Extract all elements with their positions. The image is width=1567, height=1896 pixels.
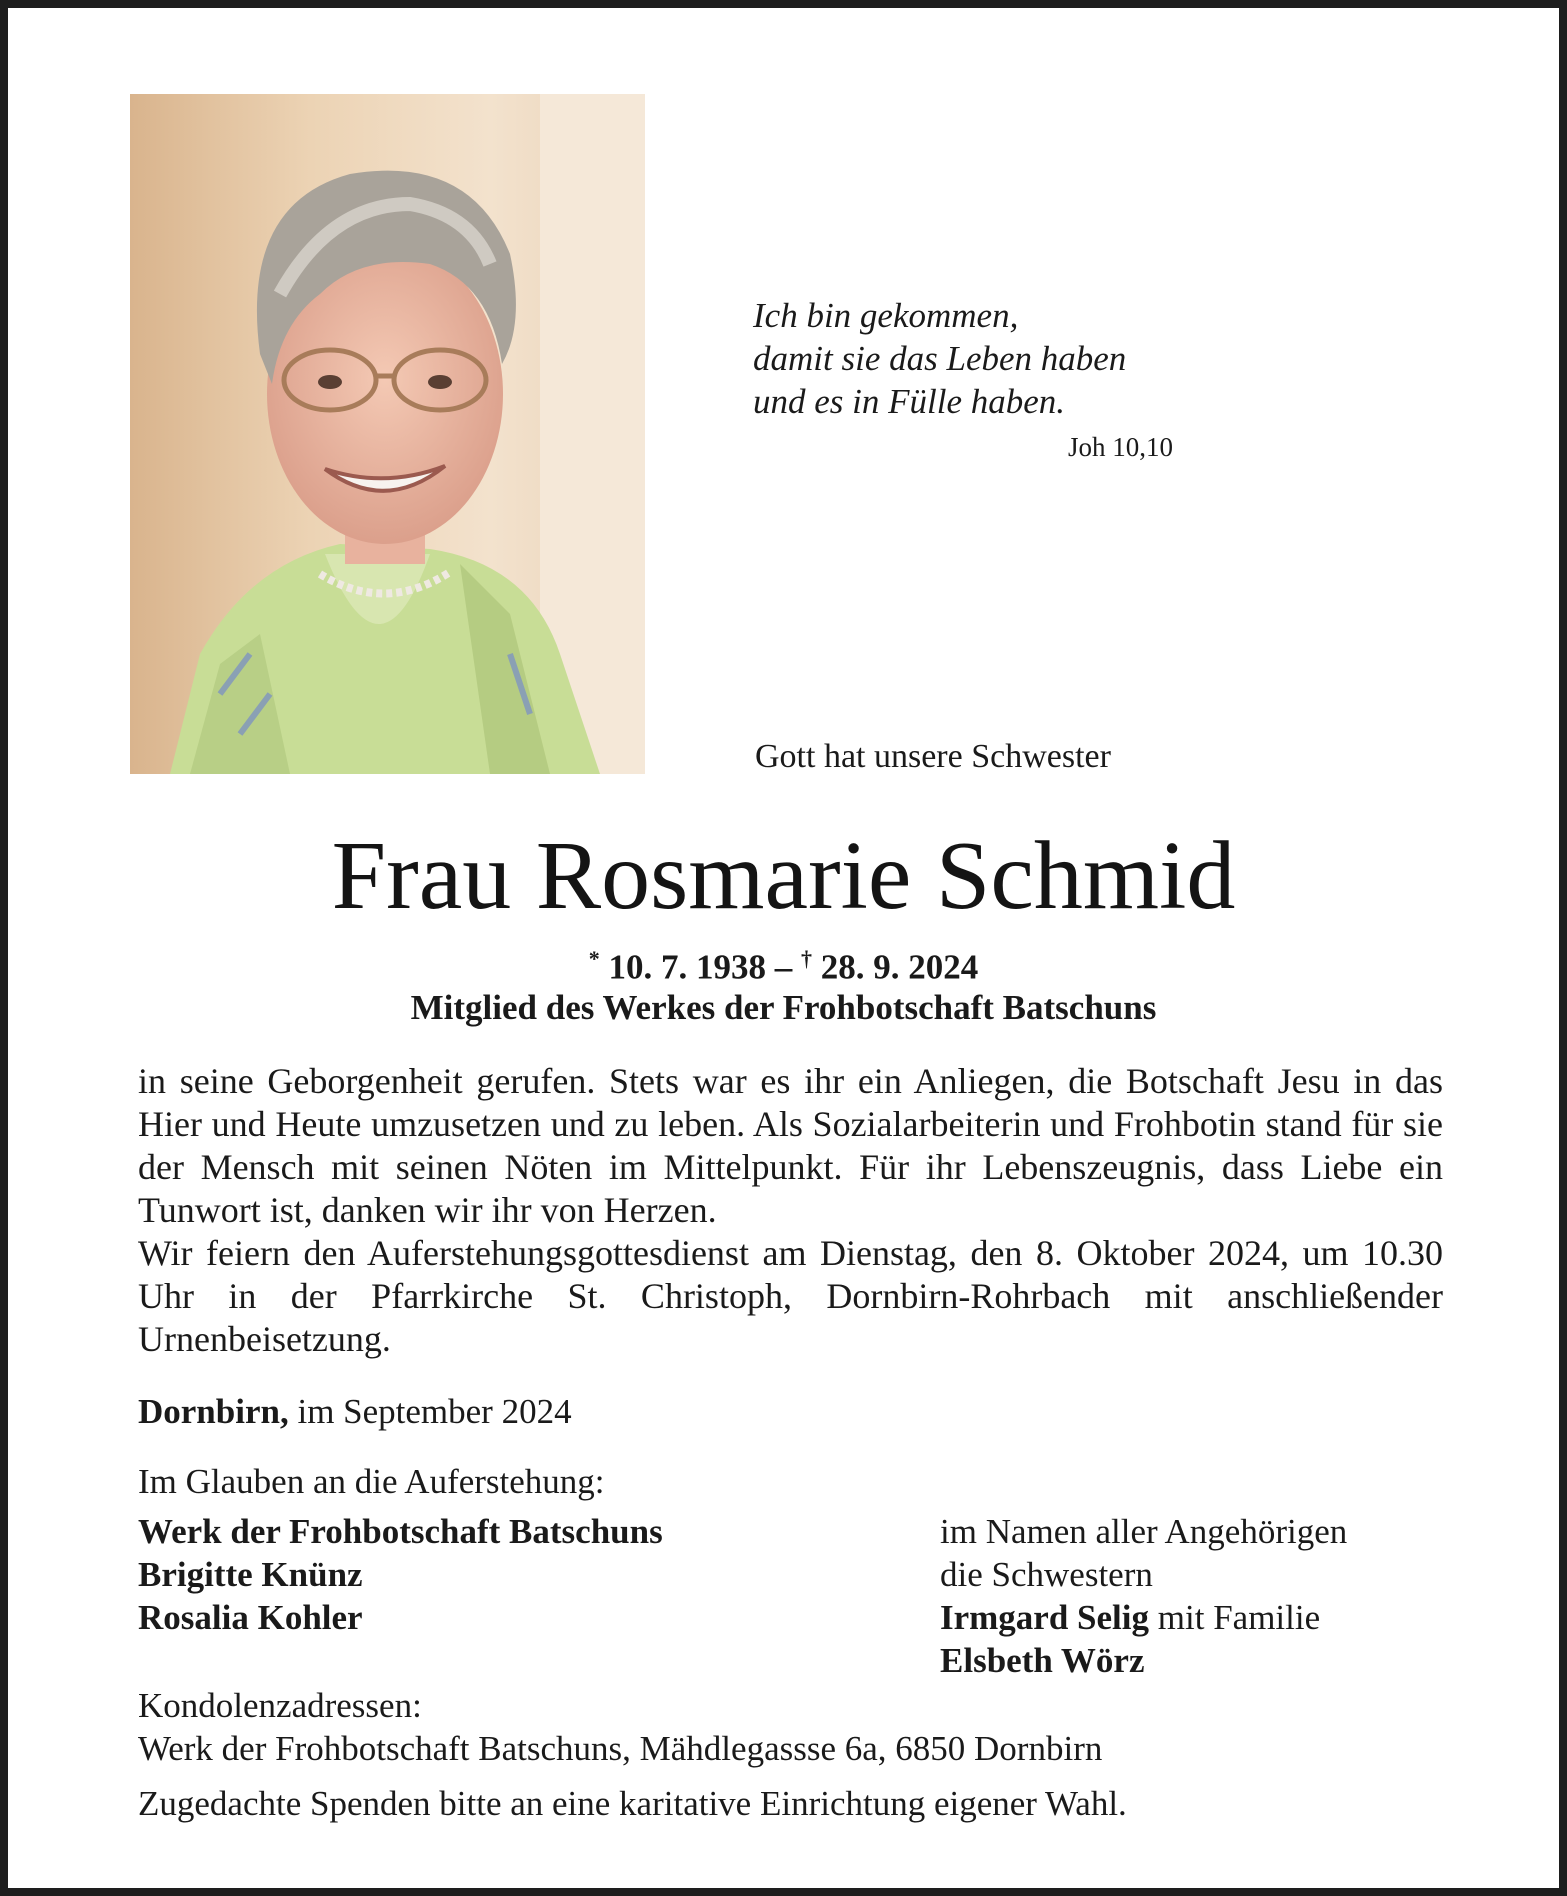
signatures-right <box>940 1510 1347 1682</box>
date-separator: – <box>774 947 793 987</box>
condolence-address-line: Werk der Frohbotschaft Batschuns, Mähdlegassse 6a, 6850 Dornbirn <box>138 1729 1103 1768</box>
membership: Mitglied des Werkes der Frohbotschaft Batschuns <box>410 988 1157 1027</box>
bible-verse <box>753 294 1223 423</box>
signature-line: die Schwestern <box>940 1555 1153 1594</box>
life-dates <box>8 946 1559 988</box>
signature-name: Werk der Frohbotschaft Batschuns <box>138 1512 663 1551</box>
deceased-name: Frau Rosmarie Schmid <box>331 822 1236 930</box>
place-city: Dornbirn, <box>138 1392 289 1431</box>
verse-reference: Joh 10,10 <box>1068 432 1174 462</box>
intro-text: Gott hat unsere Schwester <box>755 738 1111 775</box>
signature-name: Rosalia Kohler <box>138 1598 363 1637</box>
death-mark: † <box>801 946 812 971</box>
signatures-left <box>138 1510 663 1639</box>
place-month: im September 2024 <box>297 1392 572 1431</box>
death-date: 28. 9. 2024 <box>820 947 979 987</box>
verse-line: und es in Fülle haben. <box>753 382 1066 421</box>
body-paragraph: Wir feiern den Auferstehungsgottesdienst am Dienstag, den 8. Oktober 2024, um 10.30 Uhr in der Pfarrkirche St. Christoph, Dornbirn-Rohrbach mit anschließender Urnenbeisetzung. <box>138 1233 1443 1359</box>
signature-name: Brigitte Knünz <box>138 1555 363 1594</box>
verse-line: damit sie das Leben haben <box>753 339 1127 378</box>
donations-note: Zugedachte Spenden bitte an eine karitative Einrichtung eigener Wahl. <box>138 1784 1127 1823</box>
place-date <box>138 1392 572 1432</box>
signature-name: Irmgard Selig <box>940 1598 1150 1637</box>
signature-line: im Namen aller Angehörigen <box>940 1512 1348 1551</box>
condolence-label: Kondolenzadressen: <box>138 1686 422 1725</box>
condolence-address <box>138 1684 1102 1770</box>
birth-date: 10. 7. 1938 <box>608 947 766 987</box>
signature-suffix: mit Familie <box>1149 1598 1321 1637</box>
body-paragraph: in seine Geborgenheit gerufen. Stets war es ihr ein Anliegen, die Botschaft Jesu in das Hier und Heute umzusetzen und zu leben. Als Sozialarbeiterin und Frohbotin stand für sie der Mensch mit seinen Nöten im Mittelpunkt. Für ihr Lebenszeugnis, dass Liebe ein Tunwort ist, danken wir ihr von Herzen. <box>138 1061 1443 1230</box>
verse-line: Ich bin gekommen, <box>753 296 1019 335</box>
obituary-body <box>138 1060 1443 1361</box>
signature-line <box>940 1596 1347 1639</box>
signature-name: Elsbeth Wörz <box>940 1641 1145 1680</box>
birth-mark: * <box>588 946 600 971</box>
portrait-photo <box>130 94 645 774</box>
faith-line: Im Glauben an die Auferstehung: <box>138 1462 605 1501</box>
